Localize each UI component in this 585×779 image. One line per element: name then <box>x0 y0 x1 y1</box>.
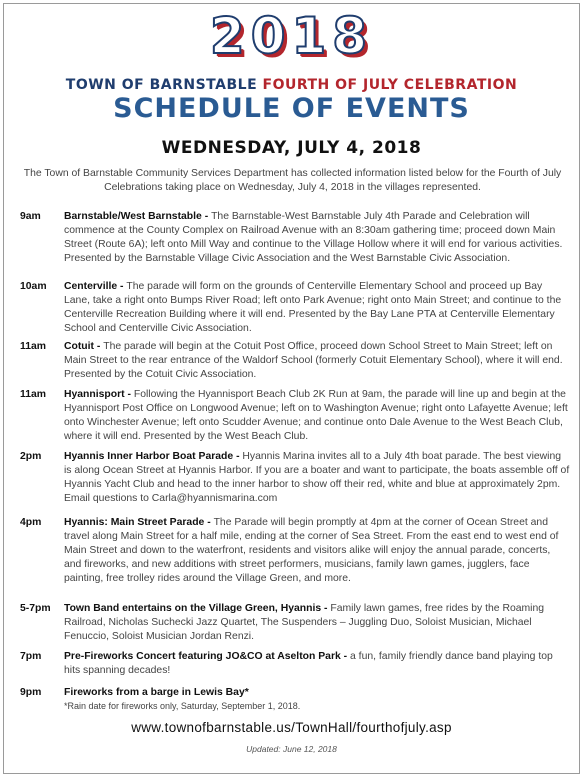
event-description <box>64 388 570 444</box>
event-description <box>64 450 570 506</box>
event-heading: Pre-Fireworks Concert featuring JO&CO at Aselton Park - <box>64 651 351 662</box>
event-description <box>64 280 570 336</box>
event-heading: Barnstable/West Barnstable - <box>64 211 212 222</box>
event-description <box>64 650 570 678</box>
event-text: The parade will begin at the Cotuit Post Office, proceed down School Street to Main Street; left on Main Street to the rear entrance of the Waldorf School (formerly Cotuit Elementary School), where it will end. Presented by the Cotuit Civic Association. <box>64 341 563 380</box>
event-time: 5-7pm <box>20 603 51 614</box>
event-date: WEDNESDAY, JULY 4, 2018 <box>161 138 422 158</box>
event-description <box>64 210 570 266</box>
event-time: 7pm <box>20 651 42 662</box>
event-time: 11am <box>20 389 47 400</box>
event-text: Family lawn games, free rides by the Roaming Railroad, Nicholas Suchecki Jazz Quartet, The Suspenders – Juggling Duo, Soloist Musician, Michael Fenuccio, Soloist Musician Jordan Renzi. <box>64 603 545 642</box>
event-text: The Barnstable-West Barnstable July 4th Parade and Celebration will commence at the County Complex on Railroad Avenue with an 8:30am gathering time; proceed down Main Street (Route 6A); left onto Mill Way and continue to the Village Hollow where it will end for various activities. Presented by the Barnstable Village Civic Association and the West Barnstable Civic Association. <box>64 211 563 264</box>
event-time: 2pm <box>20 451 42 462</box>
event-description <box>64 516 570 586</box>
event-text: The Parade will begin promptly at 4pm at the corner of Ocean Street and travel along Main Street for a half mile, ending at the corner of Sea Street. From the east end to west end of Main Street and down to the waterfront, residents and visitors alike will enjoy the annual parade, concerts, and fireworks, and new additions with street performers, musicians, family lawn games, jugglers, face painting, free trolley rides around the Village Green, and more. <box>64 517 559 584</box>
event-text: Hyannis Marina invites all to a July 4th boat parade. The best viewing is along Ocean Street at Hyannis Harbor. If you are a boater and want to participate, the boats assemble off of Hyannis Yacht Club and head to the inner harbor to show off their red, white and blue at approximately 2pm. Email questions to Carla@hyannismarina.com <box>64 451 570 504</box>
event-time: 4pm <box>20 517 42 528</box>
intro-paragraph: The Town of Barnstable Community Services Department has collected information listed below for the Fourth of July Celebrations taking place on Wednesday, July 4, 2018 in the villages represented. <box>23 168 562 193</box>
event-text: Following the Hyannisport Beach Club 2K Run at 9am, the parade will line up and begin at the Hyannisport Post Office on Longwood Avenue; left on to Washington Avenue; right onto Lafayette Avenue; left onto Winchester Avenue; left onto Scudder Avenue; and continue onto Dale Avenue to the West Beach Club, where it will end. Presented by the West Beach Club. <box>64 389 568 442</box>
event-time: 9pm <box>20 687 42 698</box>
event-heading: Hyannis Inner Harbor Boat Parade - <box>64 451 243 462</box>
event-heading: Fireworks from a barge in Lewis Bay* <box>64 687 249 698</box>
event-description <box>64 686 570 712</box>
schedule-title: SCHEDULE OF EVENTS <box>113 93 470 124</box>
event-heading: Hyannis: Main Street Parade - <box>64 517 214 528</box>
event-description <box>64 340 570 382</box>
celebration-name: FOURTH OF JULY CELEBRATION <box>262 77 518 93</box>
event-heading: Centerville - <box>64 281 127 292</box>
event-text: a fun, family friendly dance band playing top hits spanning decades! <box>64 651 553 676</box>
rain-date-note: *Rain date for fireworks only, Saturday, September 1, 2018. <box>64 701 301 711</box>
event-text: The parade will form on the grounds of Centerville Elementary School and proceed up Bay Lane, take a right onto Bumps River Road; left onto Park Avenue; right onto Main Street; and continue to the Centerville Recreation Building where it will end. Presented by the Bay Lane PTA at Centerville Elementary School and Centerville Civic Association. <box>64 281 562 334</box>
website-link[interactable]: www.townofbarnstable.us/TownHall/fourthofjuly.asp <box>131 720 452 735</box>
event-heading: Cotuit - <box>64 341 104 352</box>
updated-date: Updated: June 12, 2018 <box>246 744 337 754</box>
event-time: 11am <box>20 341 47 352</box>
event-heading: Hyannisport - <box>64 389 134 400</box>
event-heading: Town Band entertains on the Village Green, Hyannis - <box>64 603 331 614</box>
town-name: TOWN OF BARNSTABLE <box>65 77 258 93</box>
event-time: 10am <box>20 281 47 292</box>
year-banner: 2018 <box>209 7 374 65</box>
event-description <box>64 602 570 644</box>
event-time: 9am <box>20 211 41 222</box>
flyer-page <box>3 3 580 774</box>
